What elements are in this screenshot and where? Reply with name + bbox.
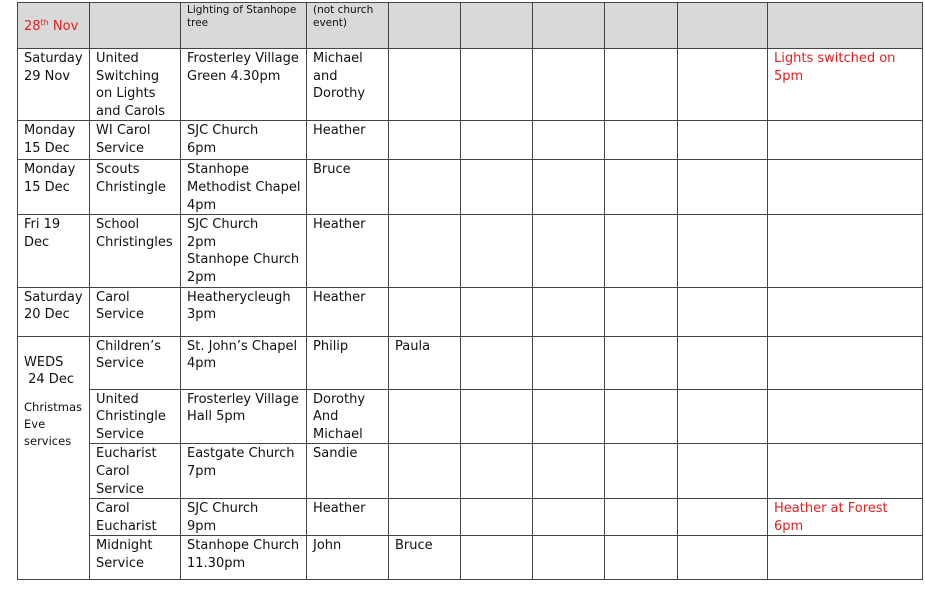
empty-cell [605, 499, 678, 536]
cell-line: Michael [313, 426, 363, 442]
christmas-eve-date-line: WEDS [24, 354, 64, 370]
table-row [18, 160, 923, 215]
cell-line: and [313, 68, 338, 84]
place-cell [181, 287, 307, 336]
empty-cell [605, 121, 678, 160]
cell-line: Service [96, 555, 145, 571]
header-empty-cell [461, 3, 533, 49]
extra-person-cell [389, 49, 461, 121]
header-empty-cell [605, 3, 678, 49]
cell-line: Methodist Chapel [187, 179, 301, 195]
cell-line: Hall 5pm [187, 409, 246, 425]
cell-line: Heatherycleugh [187, 289, 291, 305]
cell-line: Saturday [24, 289, 83, 305]
event-cell [90, 389, 181, 444]
person-cell [307, 215, 389, 287]
cell-line: Christingle [96, 409, 166, 425]
cell-line: SJC Church [187, 501, 259, 517]
empty-cell [605, 444, 678, 499]
header-empty-cell [533, 3, 605, 49]
note-cell [768, 160, 923, 215]
christmas-eve-date-line: 24 Dec [24, 372, 74, 388]
table-row [18, 536, 923, 580]
cell-line: United [96, 391, 139, 407]
cell-line: Service [96, 426, 145, 442]
empty-cell [605, 536, 678, 580]
cell-line: 2pm [187, 234, 217, 250]
extra-person-cell [389, 444, 461, 499]
event-cell [90, 536, 181, 580]
note-cell [768, 499, 923, 536]
cell-line: 2pm [187, 269, 217, 285]
cell-line: Stanhope Church [187, 538, 300, 554]
cell-line: 5pm [774, 68, 804, 84]
cell-line: on Lights [96, 86, 156, 102]
person-cell [307, 121, 389, 160]
table-row [18, 215, 923, 287]
cell-line: United [96, 51, 139, 66]
event-cell [90, 287, 181, 336]
empty-cell [461, 121, 533, 160]
date-cell [18, 121, 90, 160]
event-cell [90, 499, 181, 536]
header-event-cell [181, 3, 307, 49]
note-cell [768, 121, 923, 160]
cell-line: Dec [24, 234, 50, 250]
date-cell [18, 287, 90, 336]
person-cell [307, 389, 389, 444]
place-cell [181, 121, 307, 160]
extra-person-cell [389, 536, 461, 580]
cell-line: Heather [313, 123, 366, 139]
cell-line: Service [96, 140, 145, 156]
cell-line: 6pm [187, 140, 217, 156]
cell-line: 6pm [774, 518, 804, 534]
note-cell [768, 215, 923, 287]
cell-line: Children’s [96, 338, 161, 354]
cell-line: Eucharist [96, 518, 157, 534]
cell-line: Carol [96, 501, 130, 517]
empty-cell [461, 215, 533, 287]
extra-person-cell [389, 287, 461, 336]
empty-cell [678, 499, 768, 536]
cell-line: Christingle [96, 179, 166, 195]
empty-cell [605, 287, 678, 336]
event-cell [90, 336, 181, 389]
cell-line: Frosterley Village [187, 391, 299, 407]
cell-line: Frosterley Village [187, 51, 299, 66]
empty-cell [533, 121, 605, 160]
header-note-cell [307, 3, 389, 49]
cell-line: 15 Dec [24, 140, 70, 156]
empty-cell [461, 287, 533, 336]
cell-line: 20 Dec [24, 307, 70, 323]
cell-line: Paula [395, 338, 431, 354]
empty-cell [678, 160, 768, 215]
extra-person-cell [389, 336, 461, 389]
empty-cell [533, 215, 605, 287]
empty-cell [605, 389, 678, 444]
note-cell [768, 287, 923, 336]
cell-line: Dorothy [313, 86, 366, 102]
place-cell [181, 215, 307, 287]
place-cell [181, 444, 307, 499]
cell-line: School [96, 217, 140, 233]
christmas-eve-label-line: services [24, 433, 72, 448]
cell-line: 4pm [187, 356, 217, 372]
note-cell [768, 389, 923, 444]
cell-line: Bruce [313, 162, 351, 178]
empty-cell [678, 536, 768, 580]
cell-line: 9pm [187, 518, 217, 534]
empty-cell [678, 287, 768, 336]
event-cell [90, 121, 181, 160]
event-cell [90, 215, 181, 287]
date-cell [18, 160, 90, 215]
place-cell [181, 336, 307, 389]
cell-line: Carol [96, 289, 130, 305]
empty-cell [605, 215, 678, 287]
person-cell [307, 336, 389, 389]
cell-line: Heather [313, 217, 366, 233]
cell-line: St. John’s Chapel [187, 338, 298, 354]
extra-person-cell [389, 499, 461, 536]
cell-line: Service [96, 481, 145, 497]
event-cell [90, 444, 181, 499]
empty-cell [461, 49, 533, 121]
header-event-line: tree [187, 17, 209, 29]
table-row [18, 49, 923, 121]
cell-line: Stanhope Church [187, 252, 300, 268]
cell-line: Stanhope [187, 162, 249, 178]
header-empty-cell [90, 3, 181, 49]
cell-line: Heather at Forest [774, 501, 888, 517]
cell-line: Fri 19 [24, 217, 61, 233]
cell-line: Heather [313, 501, 366, 517]
christmas-eve-date-cell [18, 336, 90, 580]
cell-line: Service [96, 307, 145, 323]
empty-cell [461, 389, 533, 444]
header-date-day: 28 [24, 18, 41, 34]
empty-cell [533, 160, 605, 215]
empty-cell [605, 160, 678, 215]
header-event-line: Lighting of Stanhope [187, 4, 297, 16]
person-cell [307, 287, 389, 336]
cell-line: Saturday [24, 51, 83, 66]
empty-cell [533, 336, 605, 389]
empty-cell [461, 336, 533, 389]
person-cell [307, 49, 389, 121]
header-empty-cell [389, 3, 461, 49]
note-cell [768, 336, 923, 389]
cell-line: Midnight [96, 538, 153, 554]
cell-line: Dorothy [313, 391, 366, 407]
empty-cell [678, 444, 768, 499]
cell-line: Switching [96, 68, 160, 84]
cell-line: Bruce [395, 538, 433, 554]
table-row [18, 287, 923, 336]
header-date-cell [18, 3, 90, 49]
table-row [18, 389, 923, 444]
christmas-eve-label-line: Eve [24, 416, 46, 431]
header-row [18, 3, 923, 49]
schedule-table [17, 2, 923, 580]
table-row [18, 444, 923, 499]
table-row [18, 499, 923, 536]
empty-cell [461, 160, 533, 215]
header-date-month: Nov [48, 18, 79, 34]
empty-cell [533, 287, 605, 336]
person-cell [307, 160, 389, 215]
header-note-line: (not church [313, 4, 374, 16]
empty-cell [461, 499, 533, 536]
empty-cell [461, 536, 533, 580]
place-cell [181, 536, 307, 580]
cell-line: John [313, 538, 342, 554]
note-cell [768, 49, 923, 121]
cell-line: 29 Nov [24, 68, 71, 84]
cell-line: Eucharist [96, 446, 157, 462]
cell-line: 7pm [187, 463, 217, 479]
extra-person-cell [389, 215, 461, 287]
empty-cell [678, 215, 768, 287]
cell-line: WI Carol [96, 123, 151, 139]
cell-line: and Carols [96, 103, 166, 119]
cell-line: 3pm [187, 307, 217, 323]
note-cell [768, 444, 923, 499]
extra-person-cell [389, 121, 461, 160]
empty-cell [533, 49, 605, 121]
place-cell [181, 499, 307, 536]
cell-line: Philip [313, 338, 349, 354]
cell-line: Michael [313, 51, 363, 66]
note-cell [768, 536, 923, 580]
empty-cell [605, 336, 678, 389]
empty-cell [533, 444, 605, 499]
cell-line: Scouts [96, 162, 140, 178]
empty-cell [605, 49, 678, 121]
empty-cell [533, 499, 605, 536]
event-cell [90, 49, 181, 121]
header-empty-cell [768, 3, 923, 49]
date-cell [18, 215, 90, 287]
place-cell [181, 160, 307, 215]
cell-line: Lights switched on [774, 51, 896, 66]
empty-cell [678, 49, 768, 121]
extra-person-cell [389, 160, 461, 215]
cell-line: SJC Church [187, 217, 259, 233]
table-row [18, 336, 923, 389]
header-note-line: event) [313, 17, 348, 29]
empty-cell [678, 121, 768, 160]
cell-line: And [313, 409, 339, 425]
cell-line: 15 Dec [24, 179, 70, 195]
header-date-suffix: th [40, 17, 49, 27]
cell-line: Service [96, 356, 145, 372]
cell-line: Monday [24, 123, 76, 139]
cell-line: Sandie [313, 446, 358, 462]
cell-line: Monday [24, 162, 76, 178]
extra-person-cell [389, 389, 461, 444]
cell-line: 11.30pm [187, 555, 246, 571]
cell-line: Christingles [96, 234, 173, 250]
date-cell [18, 49, 90, 121]
cell-line: SJC Church [187, 123, 259, 139]
cell-line: Eastgate Church [187, 446, 295, 462]
empty-cell [533, 389, 605, 444]
person-cell [307, 536, 389, 580]
header-empty-cell [678, 3, 768, 49]
empty-cell [678, 389, 768, 444]
cell-line: 4pm [187, 197, 217, 213]
place-cell [181, 49, 307, 121]
person-cell [307, 444, 389, 499]
person-cell [307, 499, 389, 536]
event-cell [90, 160, 181, 215]
place-cell [181, 389, 307, 444]
christmas-eve-label-line: Christmas [24, 399, 82, 414]
empty-cell [461, 444, 533, 499]
cell-line: Green 4.30pm [187, 68, 281, 84]
empty-cell [533, 536, 605, 580]
cell-line: Heather [313, 289, 366, 305]
cell-line: Carol [96, 463, 130, 479]
empty-cell [678, 336, 768, 389]
table-row [18, 121, 923, 160]
